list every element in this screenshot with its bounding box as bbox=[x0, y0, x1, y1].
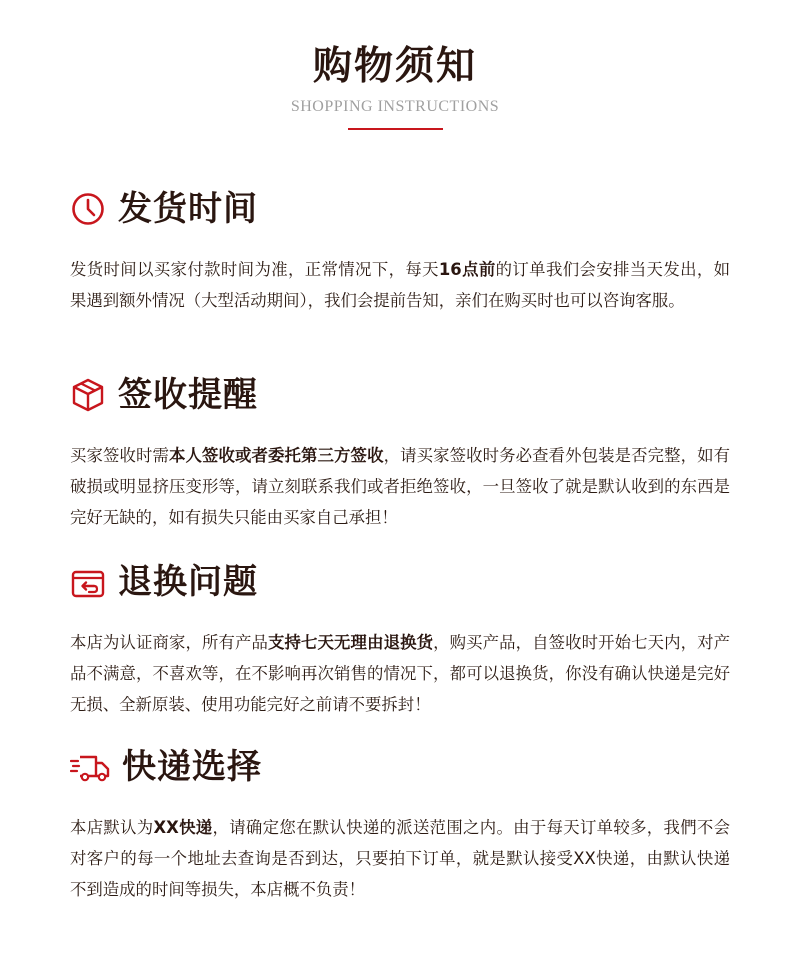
clock-icon bbox=[70, 191, 106, 227]
section-header bbox=[70, 557, 730, 607]
page-header bbox=[0, 42, 790, 116]
package-box-icon bbox=[70, 377, 106, 413]
section-header bbox=[70, 370, 730, 420]
section-return-exchange bbox=[70, 557, 730, 720]
section-title: 发货时间 bbox=[118, 189, 258, 229]
section-text: 本店默认为XX快递，请确定您在默认快递的派送范围之内。由于每天订单较多，我們不会对客户的每一个地址去查询是否到达，只要拍下订单，就是默认接受XX快递，由默认快递不到造成的时间等损失，本店概不负责！ bbox=[70, 818, 730, 899]
section-text: 买家签收时需本人签收或者委托第三方签收，请买家签收时务必查看外包装是否完整，如有破损或明显挤压变形等，请立刻联系我们或者拒绝签收，一旦签收了就是默认收到的东西是完好无缺的，如有损失只能由买家自己承担！ bbox=[70, 446, 731, 527]
section-title: 签收提醒 bbox=[118, 375, 258, 415]
section-header bbox=[70, 742, 730, 792]
section-header bbox=[70, 184, 730, 234]
page-title: 购物须知 bbox=[312, 44, 477, 89]
delivery-truck-icon bbox=[70, 749, 110, 785]
section-title: 快递选择 bbox=[122, 747, 262, 787]
highlight-text: XX快递 bbox=[153, 818, 213, 837]
highlight-text: 本人签收或者委托第三方签收 bbox=[169, 446, 384, 465]
title-underline bbox=[348, 128, 443, 130]
section-shipping-time bbox=[70, 184, 730, 316]
section-receipt-reminder bbox=[70, 370, 730, 533]
section-courier-choice bbox=[70, 742, 730, 905]
section-text: 发货时间以买家付款时间为准，正常情况下，每天16点前的订单我们会安排当天发出，如果遇到额外情况（大型活动期间），我们会提前告知，亲们在购买时也可以咨询客服。 bbox=[70, 260, 731, 310]
section-title: 退换问题 bbox=[118, 562, 258, 602]
return-box-icon bbox=[70, 564, 106, 600]
highlight-text: 支持七天无理由退换货 bbox=[268, 633, 434, 652]
page-subtitle: SHOPPING INSTRUCTIONS bbox=[290, 98, 500, 115]
highlight-text: 16点前 bbox=[438, 260, 496, 279]
section-text: 本店为认证商家，所有产品支持七天无理由退换货，购买产品，自签收时开始七天内，对产品不满意，不喜欢等，在不影响再次销售的情况下，都可以退换货，你没有确认快递是完好无损、全新原装、使用功能完好之前请不要拆封！ bbox=[70, 633, 731, 714]
